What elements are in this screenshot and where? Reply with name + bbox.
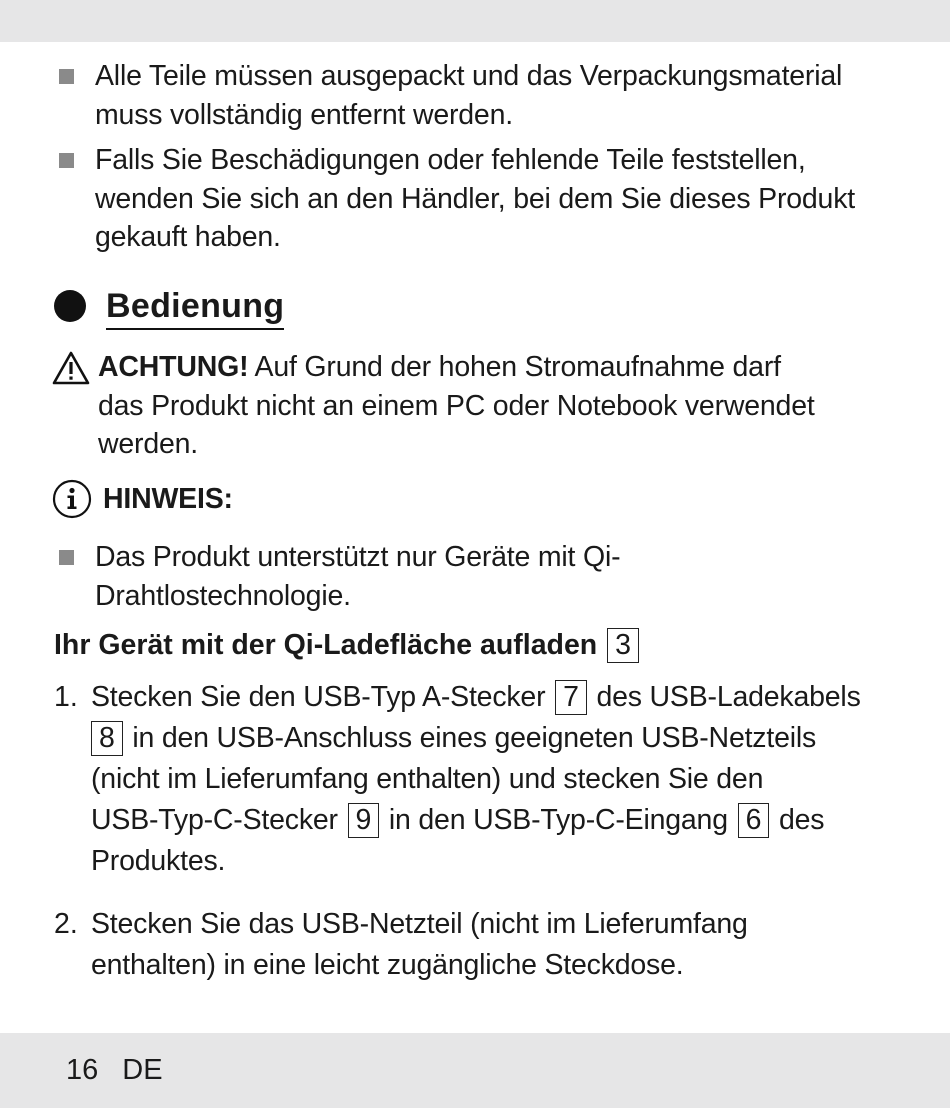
list-item: [95, 538, 620, 615]
list-item-line: Falls Sie Beschädigungen oder fehlende Teile feststellen,: [95, 144, 806, 176]
language-code: DE: [122, 1054, 163, 1086]
warning-text: [98, 348, 815, 464]
warning-label: ACHTUNG!: [98, 351, 249, 383]
step-line: in den USB-Anschluss eines geeigneten USB-Netzteils: [132, 722, 817, 754]
reference-number: 9: [348, 803, 380, 838]
list-item-line: gekauft haben.: [95, 221, 281, 253]
list-item-line: wenden Sie sich an den Händler, bei dem Sie dieses Produkt: [95, 182, 855, 215]
step-line: enthalten) in eine leicht zugängliche Steckdose.: [91, 949, 684, 981]
list-item-line: Das Produkt unterstützt nur Geräte mit Qi-: [95, 541, 621, 573]
page-number: 16: [66, 1054, 99, 1086]
page-footer: [66, 1052, 163, 1088]
list-item-line: muss vollständig entfernt werden.: [95, 98, 513, 131]
list-item-line: Drahtlostechnologie.: [95, 579, 351, 612]
step-line: in den USB-Typ-C-Eingang: [388, 804, 728, 836]
step-line: USB-Typ-C-Stecker: [91, 804, 338, 836]
step-line: Produktes.: [91, 845, 226, 877]
warning-line: werden.: [98, 428, 198, 460]
filled-circle-icon: [54, 290, 86, 322]
step-number: 1.: [54, 681, 78, 713]
square-bullet-icon: [59, 69, 74, 84]
step-number: 2.: [54, 908, 78, 940]
list-item-line: Alle Teile müssen ausgepackt und das Verpackungsmaterial: [95, 60, 843, 92]
warning-line: Auf Grund der hohen Stromaufnahme darf: [248, 351, 781, 383]
square-bullet-icon: [59, 550, 74, 565]
reference-number: 3: [607, 628, 639, 663]
square-bullet-icon: [59, 153, 74, 168]
reference-number: 8: [91, 721, 123, 756]
step-line: Stecken Sie den USB-Typ A-Stecker: [91, 681, 546, 713]
reference-number: 7: [555, 680, 587, 715]
step-text: [91, 677, 861, 882]
subsection-title: [54, 625, 641, 665]
notice-label: HINWEIS:: [103, 483, 233, 515]
step-line: des: [778, 804, 825, 836]
step-line: des USB-Ladekabels: [596, 681, 861, 713]
reference-number: 6: [738, 803, 770, 838]
warning-triangle-icon: [52, 351, 90, 385]
step-text: [91, 904, 748, 986]
warning-line: das Produkt nicht an einem PC oder Notebook verwendet: [98, 389, 815, 422]
step-line: Stecken Sie das USB-Netzteil (nicht im Lieferumfang: [91, 908, 748, 940]
subsection-title-text: Ihr Gerät mit der Qi-Ladefläche aufladen: [54, 629, 598, 661]
info-circle-icon: [52, 479, 92, 519]
step-line: (nicht im Lieferumfang enthalten) und stecken Sie den: [91, 763, 764, 795]
top-band: [0, 0, 950, 42]
list-item: [95, 57, 842, 134]
list-item: [95, 141, 855, 257]
section-title: Bedienung: [106, 284, 284, 330]
